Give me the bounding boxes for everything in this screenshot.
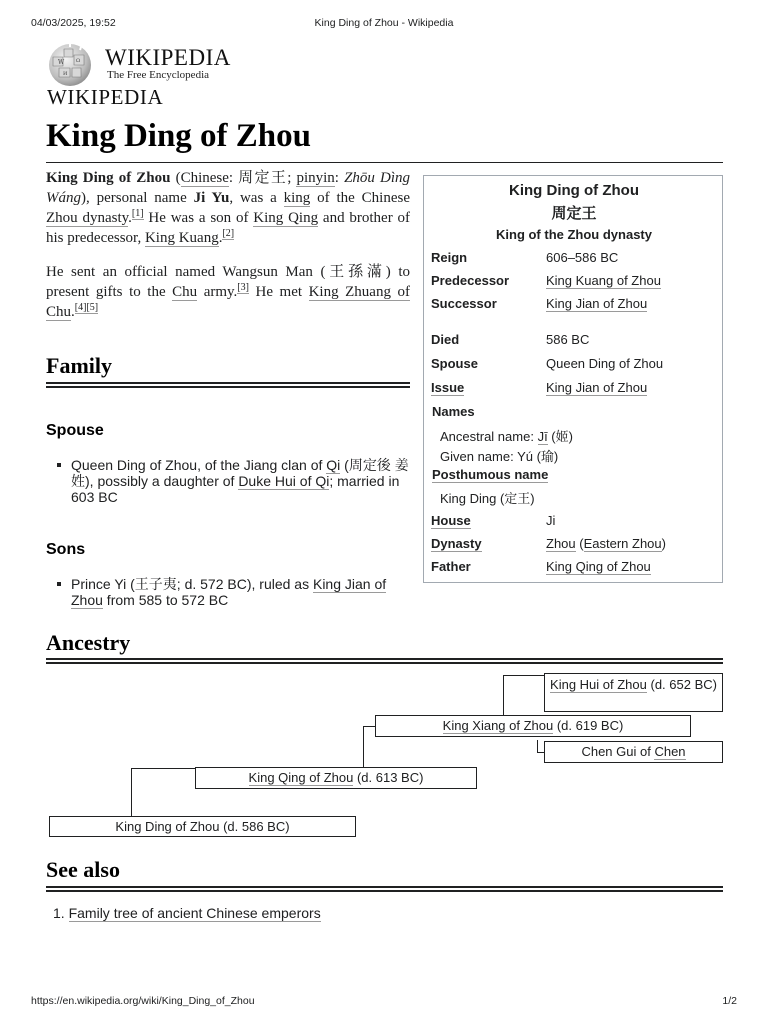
dynasty-eastern-zhou-link[interactable]: Eastern Zhou: [583, 536, 662, 551]
family-heading: Family: [46, 353, 112, 378]
wikipedia-tagline: The Free Encyclopedia: [107, 69, 210, 81]
reference-3-link[interactable]: [3]: [237, 282, 249, 293]
son-list-item: Prince Yi (王子夷; d. 572 BC), ruled as King Jian of Zhou from 585 to 572 BC: [71, 576, 413, 608]
pinyin-link[interactable]: pinyin: [296, 170, 335, 186]
zhou-dynasty-link[interactable]: Zhou dynasty: [46, 210, 129, 226]
king-qing-link[interactable]: King Qing: [253, 210, 319, 226]
posthumous-name-link[interactable]: Posthumous name: [432, 467, 549, 482]
ancestry-king-hui-link[interactable]: King Hui of Zhou: [550, 677, 647, 692]
family-divider: [46, 382, 410, 388]
page-title: King Ding of Zhou: [46, 118, 311, 154]
ancestry-king-qing: King Qing of Zhou (d. 613 BC): [195, 767, 477, 789]
bullet: [57, 463, 61, 467]
spouse-heading: Spouse: [46, 422, 104, 439]
reference-4-link[interactable]: [4]: [74, 302, 87, 313]
tree-connector: [503, 675, 544, 676]
infobox-subtitle: King of the Zhou dynasty: [496, 227, 652, 242]
see-also-heading: See also: [46, 857, 120, 882]
king-link[interactable]: king: [283, 190, 311, 206]
reference-2-link[interactable]: [2]: [222, 228, 235, 239]
tree-connector: [363, 726, 364, 768]
king-zhuang-of-chu-link[interactable]: King Zhuang of Chu: [46, 284, 410, 320]
duke-hui-of-qi-link[interactable]: Duke Hui of Qi: [238, 473, 330, 489]
subject-name: King Ding of Zhou: [46, 170, 171, 186]
dynasty-zhou-link[interactable]: Zhou: [546, 536, 576, 551]
reference-5-link[interactable]: [5]: [86, 302, 99, 313]
print-url: https://en.wikipedia.org/wiki/King_Ding_of_Zhou: [31, 995, 255, 1007]
posthumous-name-value: King Ding (定王): [440, 491, 535, 506]
spouse-label: Spouse: [431, 356, 478, 371]
ancestry-heading: Ancestry: [46, 630, 131, 655]
tree-connector: [131, 768, 132, 816]
wikipedia-globe-icon[interactable]: [45, 43, 95, 87]
dynasty-label-link[interactable]: Dynasty: [431, 536, 482, 551]
father-link[interactable]: King Qing of Zhou: [546, 559, 651, 574]
issue-link[interactable]: King Jian of Zhou: [546, 380, 648, 395]
spouse-value: Queen Ding of Zhou: [546, 356, 664, 371]
infobox-title: King Ding of Zhou: [509, 182, 639, 199]
ancestry-king-qing-link[interactable]: King Qing of Zhou: [248, 770, 354, 785]
dynasty-value: Zhou (Eastern Zhou): [546, 536, 666, 551]
successor-link[interactable]: King Jian of Zhou: [546, 296, 648, 311]
lead-paragraph-2: He sent an official named Wangsun Man (王孫滿) to present gifts to the Chu army.[3] He met King Zhuang of Chu.[4][5]: [46, 264, 410, 320]
ancestry-chen-link[interactable]: Chen: [654, 744, 686, 759]
died-value: 586 BC: [546, 332, 590, 347]
names-label: Names: [432, 404, 475, 419]
pinyin-name: Zhōu Dìng Wáng: [46, 170, 410, 206]
personal-name: Ji Yu: [193, 190, 230, 206]
qi-link[interactable]: Qi: [326, 457, 341, 473]
spouse-list-item: Queen Ding of Zhou, of the Jiang clan of Qi (周定後 姜姓), possibly a daughter of Duke Hui of Qi; married in 603 BC: [71, 457, 413, 505]
died-label: Died: [431, 332, 460, 347]
ancestry-king-xiang: King Xiang of Zhou (d. 619 BC): [375, 715, 691, 737]
print-datetime: 04/03/2025, 19:52: [31, 17, 116, 29]
issue-label-link[interactable]: Issue: [431, 380, 465, 395]
see-also-list-item: 1. Family tree of ancient Chinese emperors: [53, 905, 321, 921]
print-page-title: King Ding of Zhou - Wikipedia: [314, 17, 454, 29]
successor-label: Successor: [431, 296, 497, 311]
predecessor-link[interactable]: King Kuang of Zhou: [546, 273, 661, 288]
tree-connector: [131, 768, 195, 769]
chu-link[interactable]: Chu: [172, 284, 198, 300]
family-tree-link[interactable]: Family tree of ancient Chinese emperors: [68, 905, 321, 921]
house-label-link[interactable]: House: [431, 513, 471, 528]
ancestry-tree: [0, 660, 768, 840]
see-also-divider: [46, 886, 723, 892]
sons-heading: Sons: [46, 541, 86, 558]
tree-connector: [363, 726, 375, 727]
svg-text:W: W: [58, 59, 65, 66]
title-divider: [46, 162, 723, 163]
father-label: Father: [431, 559, 471, 574]
ancestry-king-hui: King Hui of Zhou (d. 652 BC): [544, 673, 723, 712]
ancestry-chen-gui: Chen Gui of Chen: [544, 741, 723, 763]
house-value: Ji: [546, 513, 556, 528]
reign-label: Reign: [431, 250, 468, 265]
king-kuang-link[interactable]: King Kuang: [144, 230, 219, 246]
ancestry-king-ding: King Ding of Zhou (d. 586 BC): [49, 816, 356, 837]
ancestry-king-xiang-link[interactable]: King Xiang of Zhou: [442, 718, 554, 733]
infobox: [423, 175, 723, 583]
king-jian-of-zhou-link[interactable]: King Jian of Zhou: [71, 576, 387, 608]
bullet: [57, 582, 61, 586]
svg-text:И: И: [63, 71, 68, 77]
print-page-number: 1/2: [722, 995, 737, 1007]
chinese-link[interactable]: Chinese: [180, 170, 229, 186]
ancestral-name: Ancestral name: Jī (姬): [440, 429, 573, 444]
infobox-title-chinese: 周定王: [551, 205, 597, 222]
ancestral-name-link[interactable]: Jī: [537, 429, 548, 444]
reign-value: 606–586 BC: [546, 250, 619, 265]
wikipedia-wordmark-secondary[interactable]: WIKIPEDIA: [47, 85, 164, 109]
wikipedia-wordmark[interactable]: WIKIPEDIA: [105, 45, 231, 70]
tree-connector: [537, 752, 544, 753]
reference-1-link[interactable]: [1]: [131, 208, 144, 219]
lead-paragraph-1: King Ding of Zhou (Chinese: 周定王; pinyin: Zhōu Dìng Wáng), personal name Ji Yu, was a king of the Chinese Zhou dynasty.[1] He was a son of King Qing and brother of his predecessor, King Kuang.[2]: [46, 170, 410, 246]
svg-text:Ω: Ω: [76, 58, 81, 64]
predecessor-label: Predecessor: [431, 273, 510, 288]
given-name: Given name: Yú (瑜): [440, 449, 559, 464]
